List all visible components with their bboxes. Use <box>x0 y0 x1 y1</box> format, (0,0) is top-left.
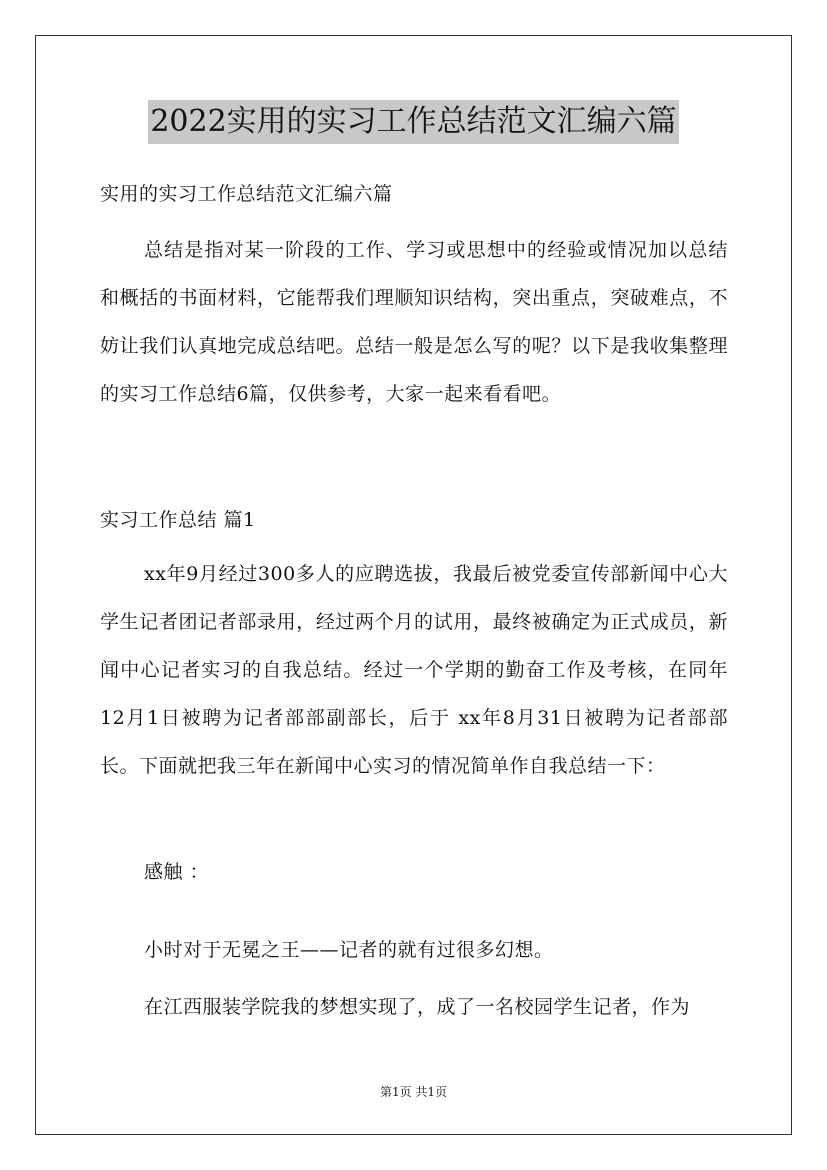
page-number: 第1页 共1页 <box>379 1085 448 1099</box>
document-title: 2022实用的实习工作总结范文汇编六篇 <box>148 100 678 144</box>
document-subtitle: 实用的实习工作总结范文汇编六篇 <box>100 183 393 205</box>
title-container <box>0 100 827 144</box>
intro-paragraph: 总结是指对某一阶段的工作、学习或思想中的经验或情况加以总结和概括的书面材料，它能帮我们理顺知识结构，突出重点，突破难点，不妨让我们认真地完成总结吧。总结一般是怎么写的呢？以下是我收集整理的实习工作总结6篇，仅供参考，大家一起来看看吧。 <box>100 239 728 405</box>
body-paragraph: xx年9月经过300多人的应聘选拔，我最后被党委宣传部新闻中心大学生记者团记者部录用，经过两个月的试用，最终被确定为正式成员，新闻中心记者实习的自我总结。经过一个学期的勤奋工作及考核，在同年12月1日被聘为记者部部副部长，后于 xx年8月31日被聘为记者部部长。下面就把我三年在新闻中心实习的情况简单作自我总结一下： <box>100 563 728 777</box>
section-heading: 实习工作总结 篇1 <box>100 509 256 531</box>
page-footer <box>0 1083 827 1100</box>
text-line-1: 小时对于无冕之王——记者的就有过很多幻想。 <box>144 939 554 961</box>
label-line: 感触 ： <box>144 861 210 883</box>
text-line-2: 在江西服装学院我的梦想实现了，成了一名校园学生记者，作为 <box>144 996 691 1018</box>
